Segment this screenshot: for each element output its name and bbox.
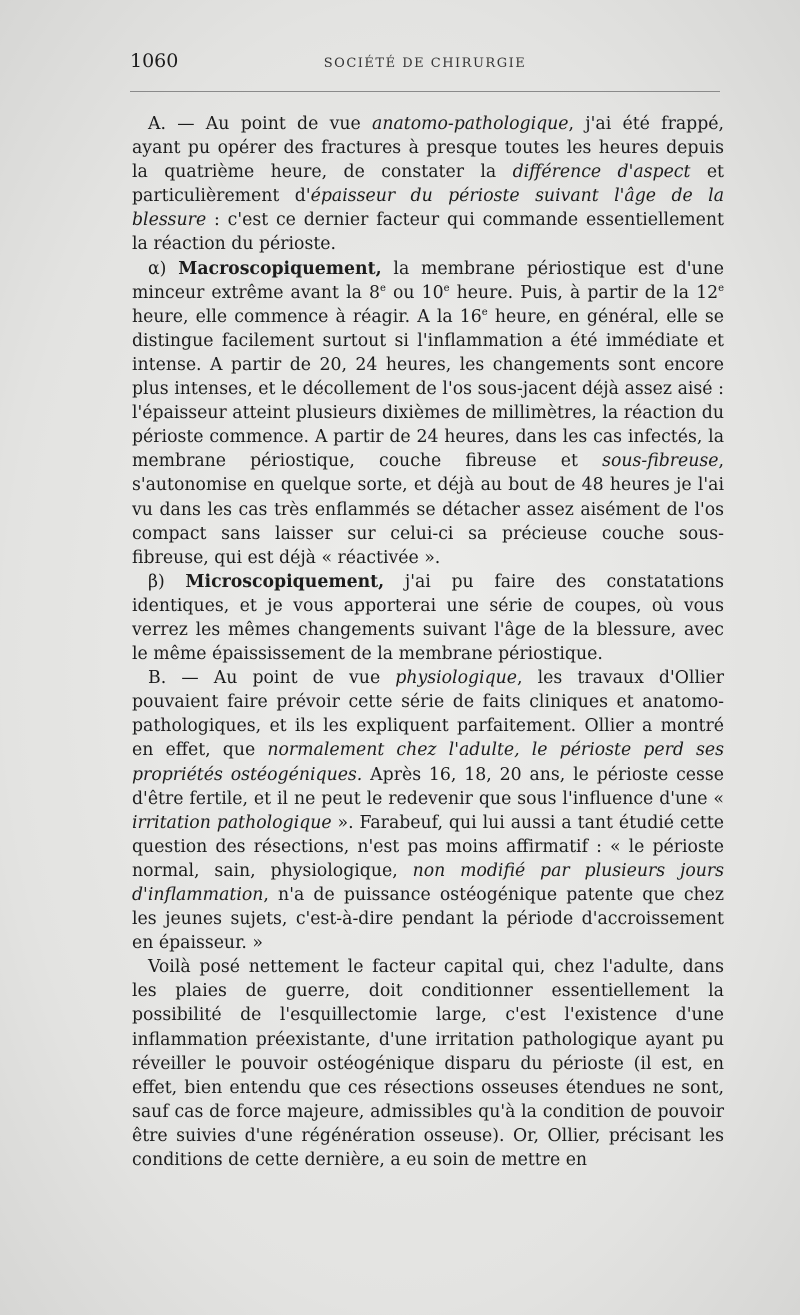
header-rule [130,91,720,92]
text-run: heure. Puis, à partir de la 12 [449,282,719,303]
superscript: e [481,306,488,318]
text-run: , les travaux d'Ollier pouvaient faire prévoir cette série de faits cliniques et anatomo-pathologiques, et ils les expliquent parfaitement. Ollier a montré en effet, que [132,668,724,761]
text-run: : c'est ce dernier facteur qui commande essentiellement la réaction du périoste. [132,210,724,255]
text-run: j'ai pu faire des constatations identiques, et je vous apporterai une série de coupes, où vous verrez les mêmes changements suivant l'âge de la blessure, avec le même épaississement de la membrane périostique. [132,571,724,665]
italic-text: irritation pathologique [132,812,332,833]
text-run: et particulièrement d' [132,162,724,207]
text-run: , n'a de puissance ostéogénique patente que chez les jeunes sujets, c'est-à-dire pendant la période d'accroissement en épaisseur. » [132,885,724,954]
text-run: , s'autonomise en quelque sorte, et déjà au bout de 48 heures je l'ai vu dans les cas très enflammés se détacher assez aisément de l'os compact sans laisser sur celui-ci sa précieuse couche sous-fibreuse, qui est déjà « réactivée ». [132,451,724,568]
italic-text: physiologique [395,668,517,689]
italic-text: différence d'aspect [512,162,691,183]
text-run: la membrane périostique est d'une minceur extrême avant la 8 [132,258,724,303]
superscript: e [380,282,386,294]
italic-text: épaisseur du périoste suivant l'âge de la blessure [132,186,724,231]
paragraph-b [132,666,724,955]
section-label: β) [148,571,186,592]
superscript: e [718,282,725,294]
page-number: 1060 [130,50,179,72]
section-label: B. — Au point de vue [148,668,396,689]
section-label: A. — Au point de vue [148,114,373,134]
running-head: SOCIÉTÉ DE CHIRURGIE [323,56,527,71]
section-label: α) [148,258,179,279]
paragraph-a [132,112,724,257]
bold-heading: Microscopiquement, [185,571,385,592]
text-run: Après 16, 18, 20 ans, le périoste cesse d'être fertile, et il ne peut le redevenir que sous l'influence d'une « [132,764,724,809]
body-text [132,112,724,1172]
italic-text: sous-fibreuse [602,451,719,472]
paragraph-c [132,955,724,1172]
italic-text: anatomo-pathologique [372,114,569,134]
text-run: Voilà posé nettement le facteur capital qui, chez l'adulte, dans les plaies de guerre, doit conditionner essentiellement la possibilité de l'esquillectomie large, c'est l'existence d'une inflammation préexistante, d'une irritation pathologique ayant pu réveiller le pouvoir ostéogénique disparu du périoste (il est, en effet, bien entendu que ces résections osseuses étendues ne sont, sauf cas de force majeure, admissibles qu'à la condition de pouvoir être suivies d'une régénération osseuse). Or, Ollier, précisant les conditions de cette dernière, a eu soin de mettre en [132,957,724,1171]
text-run: , j'ai été frappé, ayant pu opérer des fractures à presque toutes les heures depuis la quatrième heure, de constater la [132,114,724,183]
superscript: e [443,282,450,294]
text-run: heure, elle commence à réagir. A la 16 [132,306,482,327]
text-run: ou 10 [385,282,444,303]
page-header [130,46,720,86]
italic-text: non modifié par plusieurs jours d'inflammation [132,860,724,905]
paragraph-alpha [132,257,724,570]
text-run: ». Farabeuf, qui lui aussi a tant étudié cette question des résections, n'est pas moins affirmatif : « le périoste normal, sain, physiologique, [132,812,724,881]
bold-heading: Macroscopiquement, [178,258,382,279]
text-run: heure, en général, elle se distingue facilement surtout si l'inflammation a été immédiate et intense. A partir de 20, 24 heures, les changements sont encore plus intenses, et le décollement de l'os sous-jacent déjà assez aisé : l'épaisseur atteint plusieurs dixièmes de millimètres, la réaction du périoste commence. A partir de 24 heures, dans les cas infectés, la membrane périostique, couche fibreuse et [132,306,724,472]
italic-text: normalement chez l'adulte, le périoste perd ses propriétés ostéogéniques. [132,740,724,785]
paragraph-beta [132,570,724,666]
